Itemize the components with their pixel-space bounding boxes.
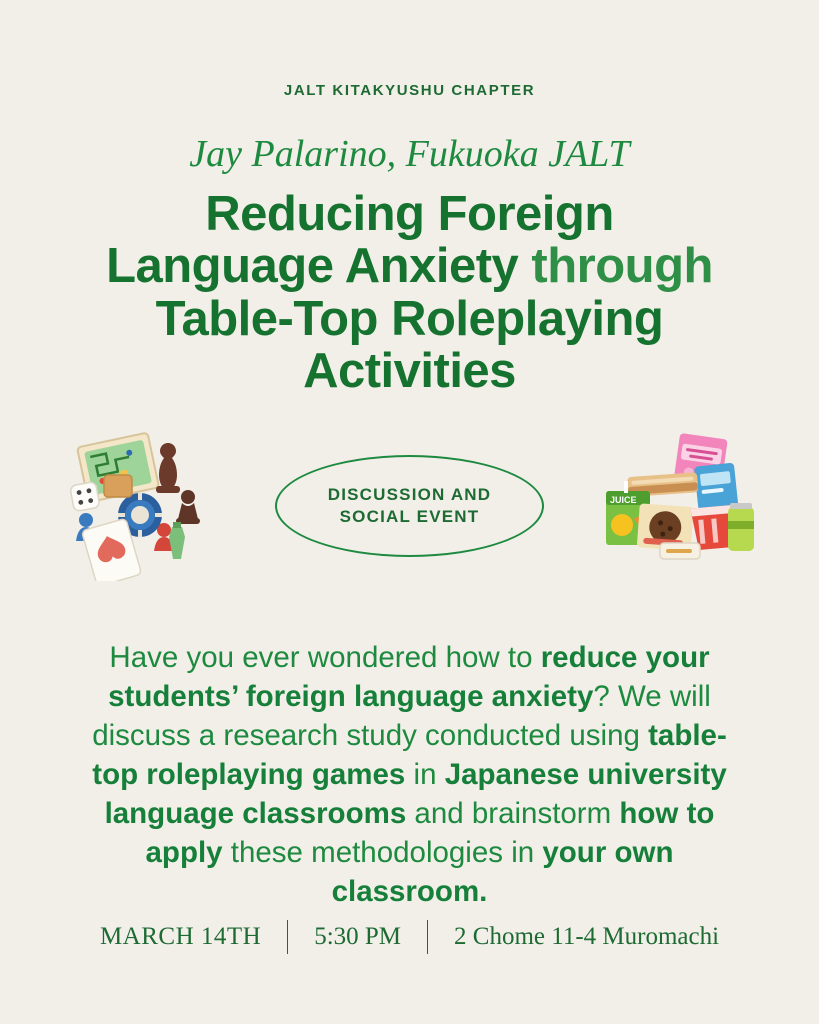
desc-part-8: how to apply: [145, 797, 715, 870]
desc-part-6: Japanese university language classrooms: [104, 758, 727, 831]
snacks-and-drinks-illustration: [600, 431, 760, 581]
desc-part-1: Have you ever wondered how to: [109, 641, 541, 675]
event-date: MARCH 14TH: [99, 923, 262, 950]
title-line-1: Reducing Foreign: [205, 186, 614, 241]
divider: [427, 920, 428, 954]
event-time: 5:30 PM: [314, 923, 402, 950]
event-description: [70, 639, 750, 912]
title-line-3: Table-Top Roleplaying: [155, 291, 664, 346]
desc-part-3: ? We will discuss a research study conducted using: [92, 680, 711, 753]
desc-part-10: your own classroom.: [331, 836, 674, 909]
title-line-2-bold: Language Anxiety: [106, 239, 519, 294]
title-line-4: Activities: [303, 344, 516, 399]
badge-line-1: DISCUSSION AND: [327, 484, 492, 504]
title-line-2-rest: through: [518, 239, 713, 294]
divider: [287, 920, 288, 954]
status-badge: [275, 455, 544, 557]
desc-part-9: these methodologies in: [222, 836, 543, 870]
presenter-name: Jay Palarino, Fukuoka JALT: [189, 133, 630, 175]
board-games-illustration: [60, 431, 220, 581]
chapter-kicker: JALT KITAKYUSHU CHAPTER: [283, 82, 536, 99]
page-title: [60, 188, 760, 398]
badge-line-2: SOCIAL EVENT: [339, 507, 480, 527]
illustration-row: [60, 431, 760, 581]
event-address: 2 Chome 11-4 Muromachi: [454, 923, 720, 950]
desc-part-7: and brainstorm: [406, 797, 620, 831]
event-details-footer: [0, 920, 819, 954]
svg-text:JUICE: JUICE: [609, 495, 637, 506]
desc-part-5: in: [405, 758, 445, 792]
desc-part-4: table-top roleplaying games: [92, 719, 727, 792]
desc-part-2: reduce your students’ foreign language anxiety: [108, 641, 710, 714]
